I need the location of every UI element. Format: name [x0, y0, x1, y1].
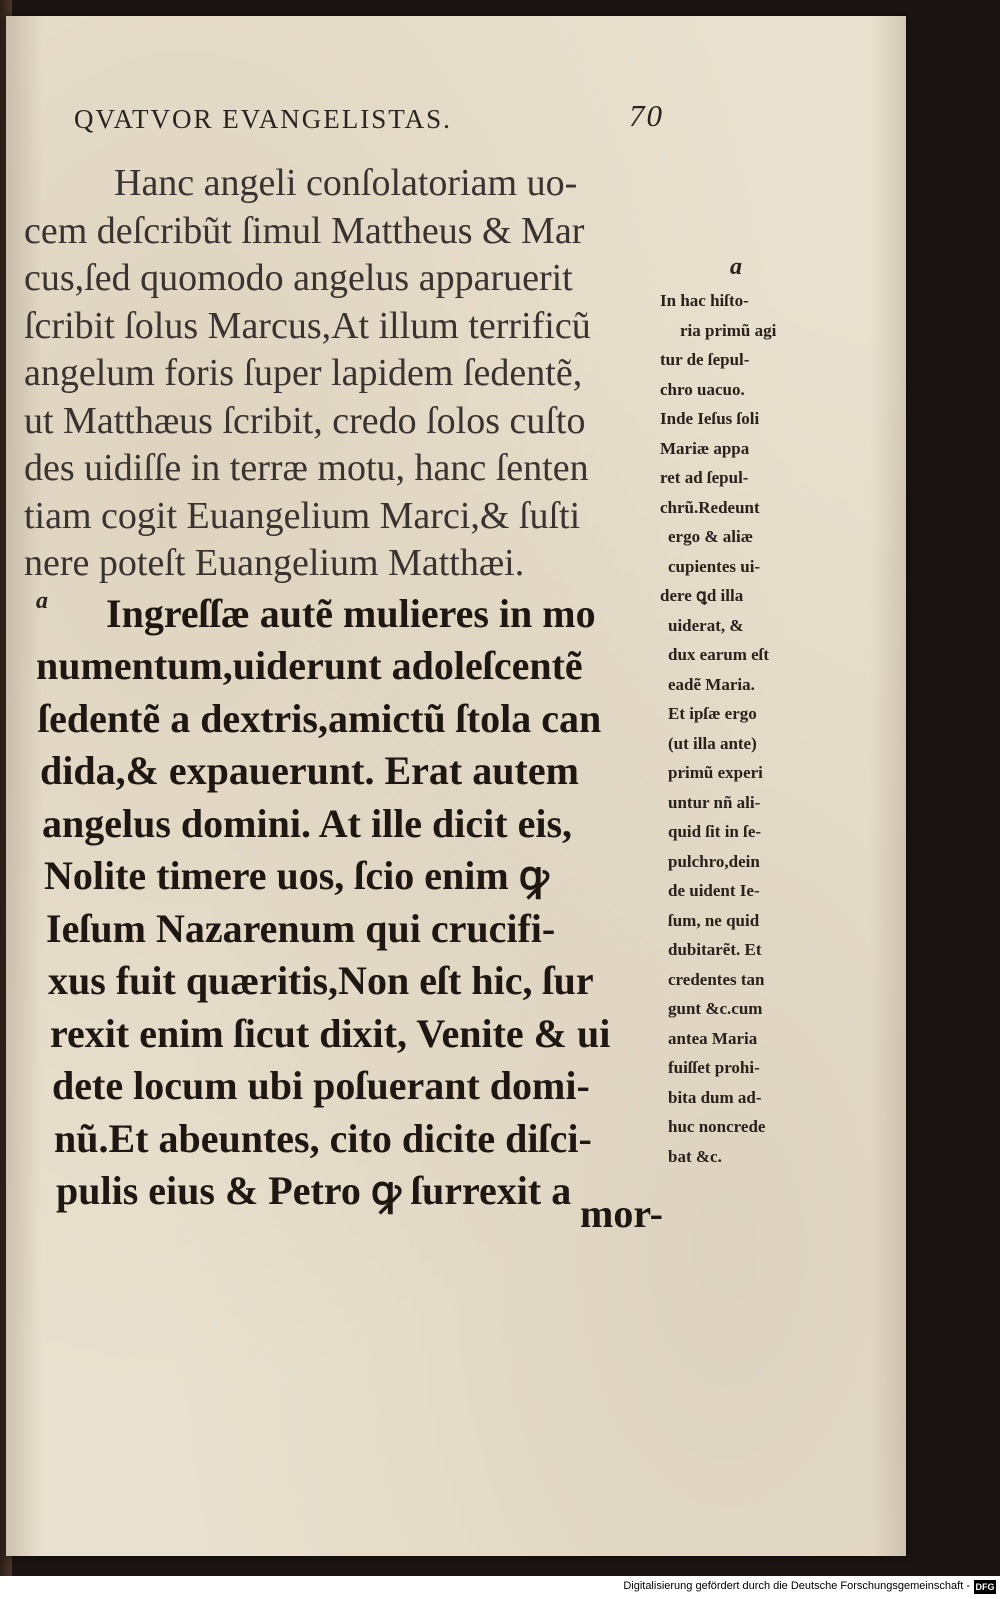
text-line: tiam cogit Euangelium Marci,& ſuſti — [24, 494, 581, 537]
dfg-logo: DFG — [975, 1582, 995, 1592]
text-line: dete locum ubi poſuerant domi- — [52, 1063, 590, 1108]
text-line: pulis eius & Petro ꝙ ſurrexit a — [56, 1168, 572, 1213]
marginal-line: dubitarẽt. Et — [668, 940, 762, 959]
marginal-line: ſum, ne quid — [668, 910, 760, 930]
marginal-line: ret ad ſepul- — [660, 468, 749, 487]
marginal-line: In hac hiſto- — [660, 291, 749, 310]
text-line: cus,ſed quomodo angelus apparuerit — [24, 257, 573, 299]
text-line: nũ.Et abeuntes, cito dicite diſci- — [54, 1115, 592, 1161]
text-line: Ingreſſæ autẽ mulieres in mo — [106, 590, 596, 636]
running-title: QVATVOR EVANGELISTAS. — [74, 104, 452, 134]
text-line: angelus domini. At ille dicit eis, — [42, 800, 573, 846]
footer-bar — [0, 1576, 1000, 1599]
marginal-line: Mariæ appa — [660, 438, 750, 458]
marginal-line: untur nñ ali- — [668, 792, 761, 812]
text-line: rexit enim ſicut dixit, Venite & ui — [50, 1010, 611, 1056]
marginal-note — [660, 286, 836, 1171]
marginal-line: uiderat, & — [668, 615, 744, 635]
text-line: cem deſcribũt ſimul Mattheus & Mar — [24, 209, 585, 252]
marginal-line: chrũ.Redeunt — [660, 497, 760, 517]
paragraph-2 — [24, 588, 674, 1218]
text-line: xus fuit quæritis,Non eſt hic, ſur — [48, 958, 594, 1003]
marginal-line: chro uacuo. — [660, 379, 745, 399]
folio-number: 70 — [629, 98, 664, 133]
text-line: des uidiſſe in terræ motu, hanc ſenten — [24, 447, 589, 489]
body-text — [24, 160, 674, 1218]
marginal-line: Inde Ieſus ſoli — [660, 409, 760, 428]
marginal-line: eadẽ Maria. — [668, 674, 755, 694]
marginal-line: (ut illa ante) — [668, 733, 757, 753]
text-line: ſcribit ſolus Marcus,At illum terrificũ — [24, 304, 591, 347]
marginal-line: ria primũ agi — [680, 320, 777, 340]
text-marker: a — [36, 588, 48, 614]
text-line: Nolite timere uos, ſcio enim ꝙ — [44, 853, 549, 898]
marginal-line: ergo & aliæ — [668, 527, 753, 546]
text-line: dida,& expauerunt. Erat autem — [40, 748, 579, 793]
marginal-line: dux earum eſt — [668, 645, 770, 664]
marginal-line: huc noncrede — [668, 1117, 766, 1136]
funding-credit: Digitalisierung gefördert durch die Deutsche Forschungsgemeinschaft - — [623, 1580, 970, 1592]
text-line: ut Matthæus ſcribit, credo ſolos cuſto — [24, 399, 586, 442]
paragraph-1 — [24, 160, 674, 588]
page-header — [74, 98, 664, 138]
marginal-line: tur de ſepul- — [660, 350, 750, 369]
margin-marker: a — [730, 254, 742, 280]
marginal-line: Et ipſæ ergo — [668, 704, 757, 723]
marginal-line: pulchro,dein — [668, 851, 760, 871]
text-line: Ieſum Nazarenum qui crucifi- — [46, 905, 556, 951]
marginal-line: de uident Ie- — [668, 881, 760, 900]
marginal-line: credentes tan — [668, 969, 765, 989]
marginal-line: gunt &c.cum — [668, 999, 763, 1018]
marginal-line: fuiſſet prohi- — [668, 1058, 760, 1077]
marginal-line: primũ experi — [668, 763, 763, 782]
text-line: angelum foris ſuper lapidem ſedentẽ, — [24, 352, 583, 394]
text-line: numentum,uiderunt adoleſcentẽ — [36, 643, 583, 688]
text-line: Hanc angeli conſolatoriam uo- — [114, 162, 578, 204]
marginal-line: antea Maria — [668, 1028, 758, 1048]
marginal-line: bita dum ad- — [668, 1087, 762, 1107]
marginal-line: dere ꝗd illa — [660, 586, 744, 605]
text-line: nere poteſt Euangelium Matthæi. — [24, 542, 525, 584]
catchword: mor- — [580, 1191, 663, 1236]
marginal-line: quid ſit in ſe- — [668, 822, 762, 841]
text-line: ſedentẽ a dextris,amictũ ſtola can — [38, 695, 602, 741]
marginal-line: cupientes ui- — [668, 556, 761, 576]
marginal-line: bat &c. — [668, 1146, 722, 1166]
